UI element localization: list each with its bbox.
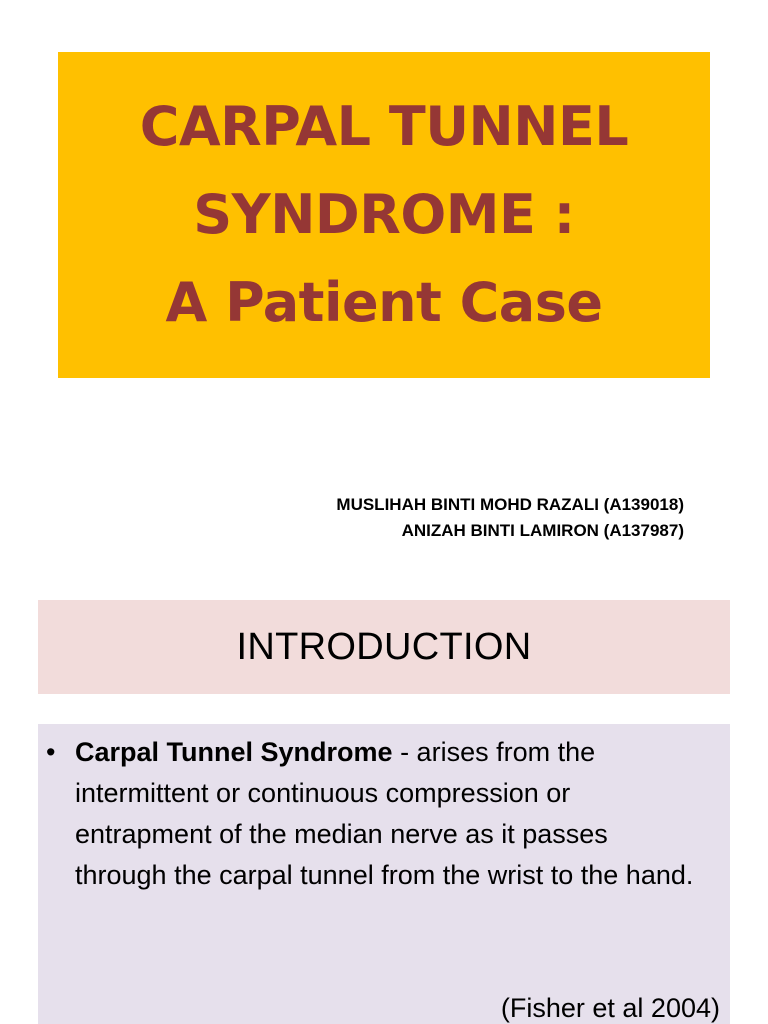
bullet-item [46,732,706,896]
title-line-3: A Patient Case [165,271,603,334]
section-header [38,600,730,694]
title-line-1: CARPAL TUNNEL [139,95,629,158]
title-line-2: SYNDROME : [193,183,575,246]
definition-term: Carpal Tunnel Syndrome [75,737,393,767]
section-title: INTRODUCTION [236,625,532,668]
author-list [336,492,684,544]
bullet-text [75,732,706,896]
citation: (Fisher et al 2004) [500,993,720,1023]
definition-text: - arises from the intermittent or continuous compression or entrapment of the median nerve as it passes through the carpal tunnel from the wrist to the hand. [75,737,694,890]
bullet-icon: • [46,737,56,767]
section-body [38,724,730,1024]
author-name: ANIZAH BINTI LAMIRON (A137987) [401,521,684,540]
author-name: MUSLIHAH BINTI MOHD RAZALI (A139018) [336,495,684,514]
title-banner [58,52,710,378]
